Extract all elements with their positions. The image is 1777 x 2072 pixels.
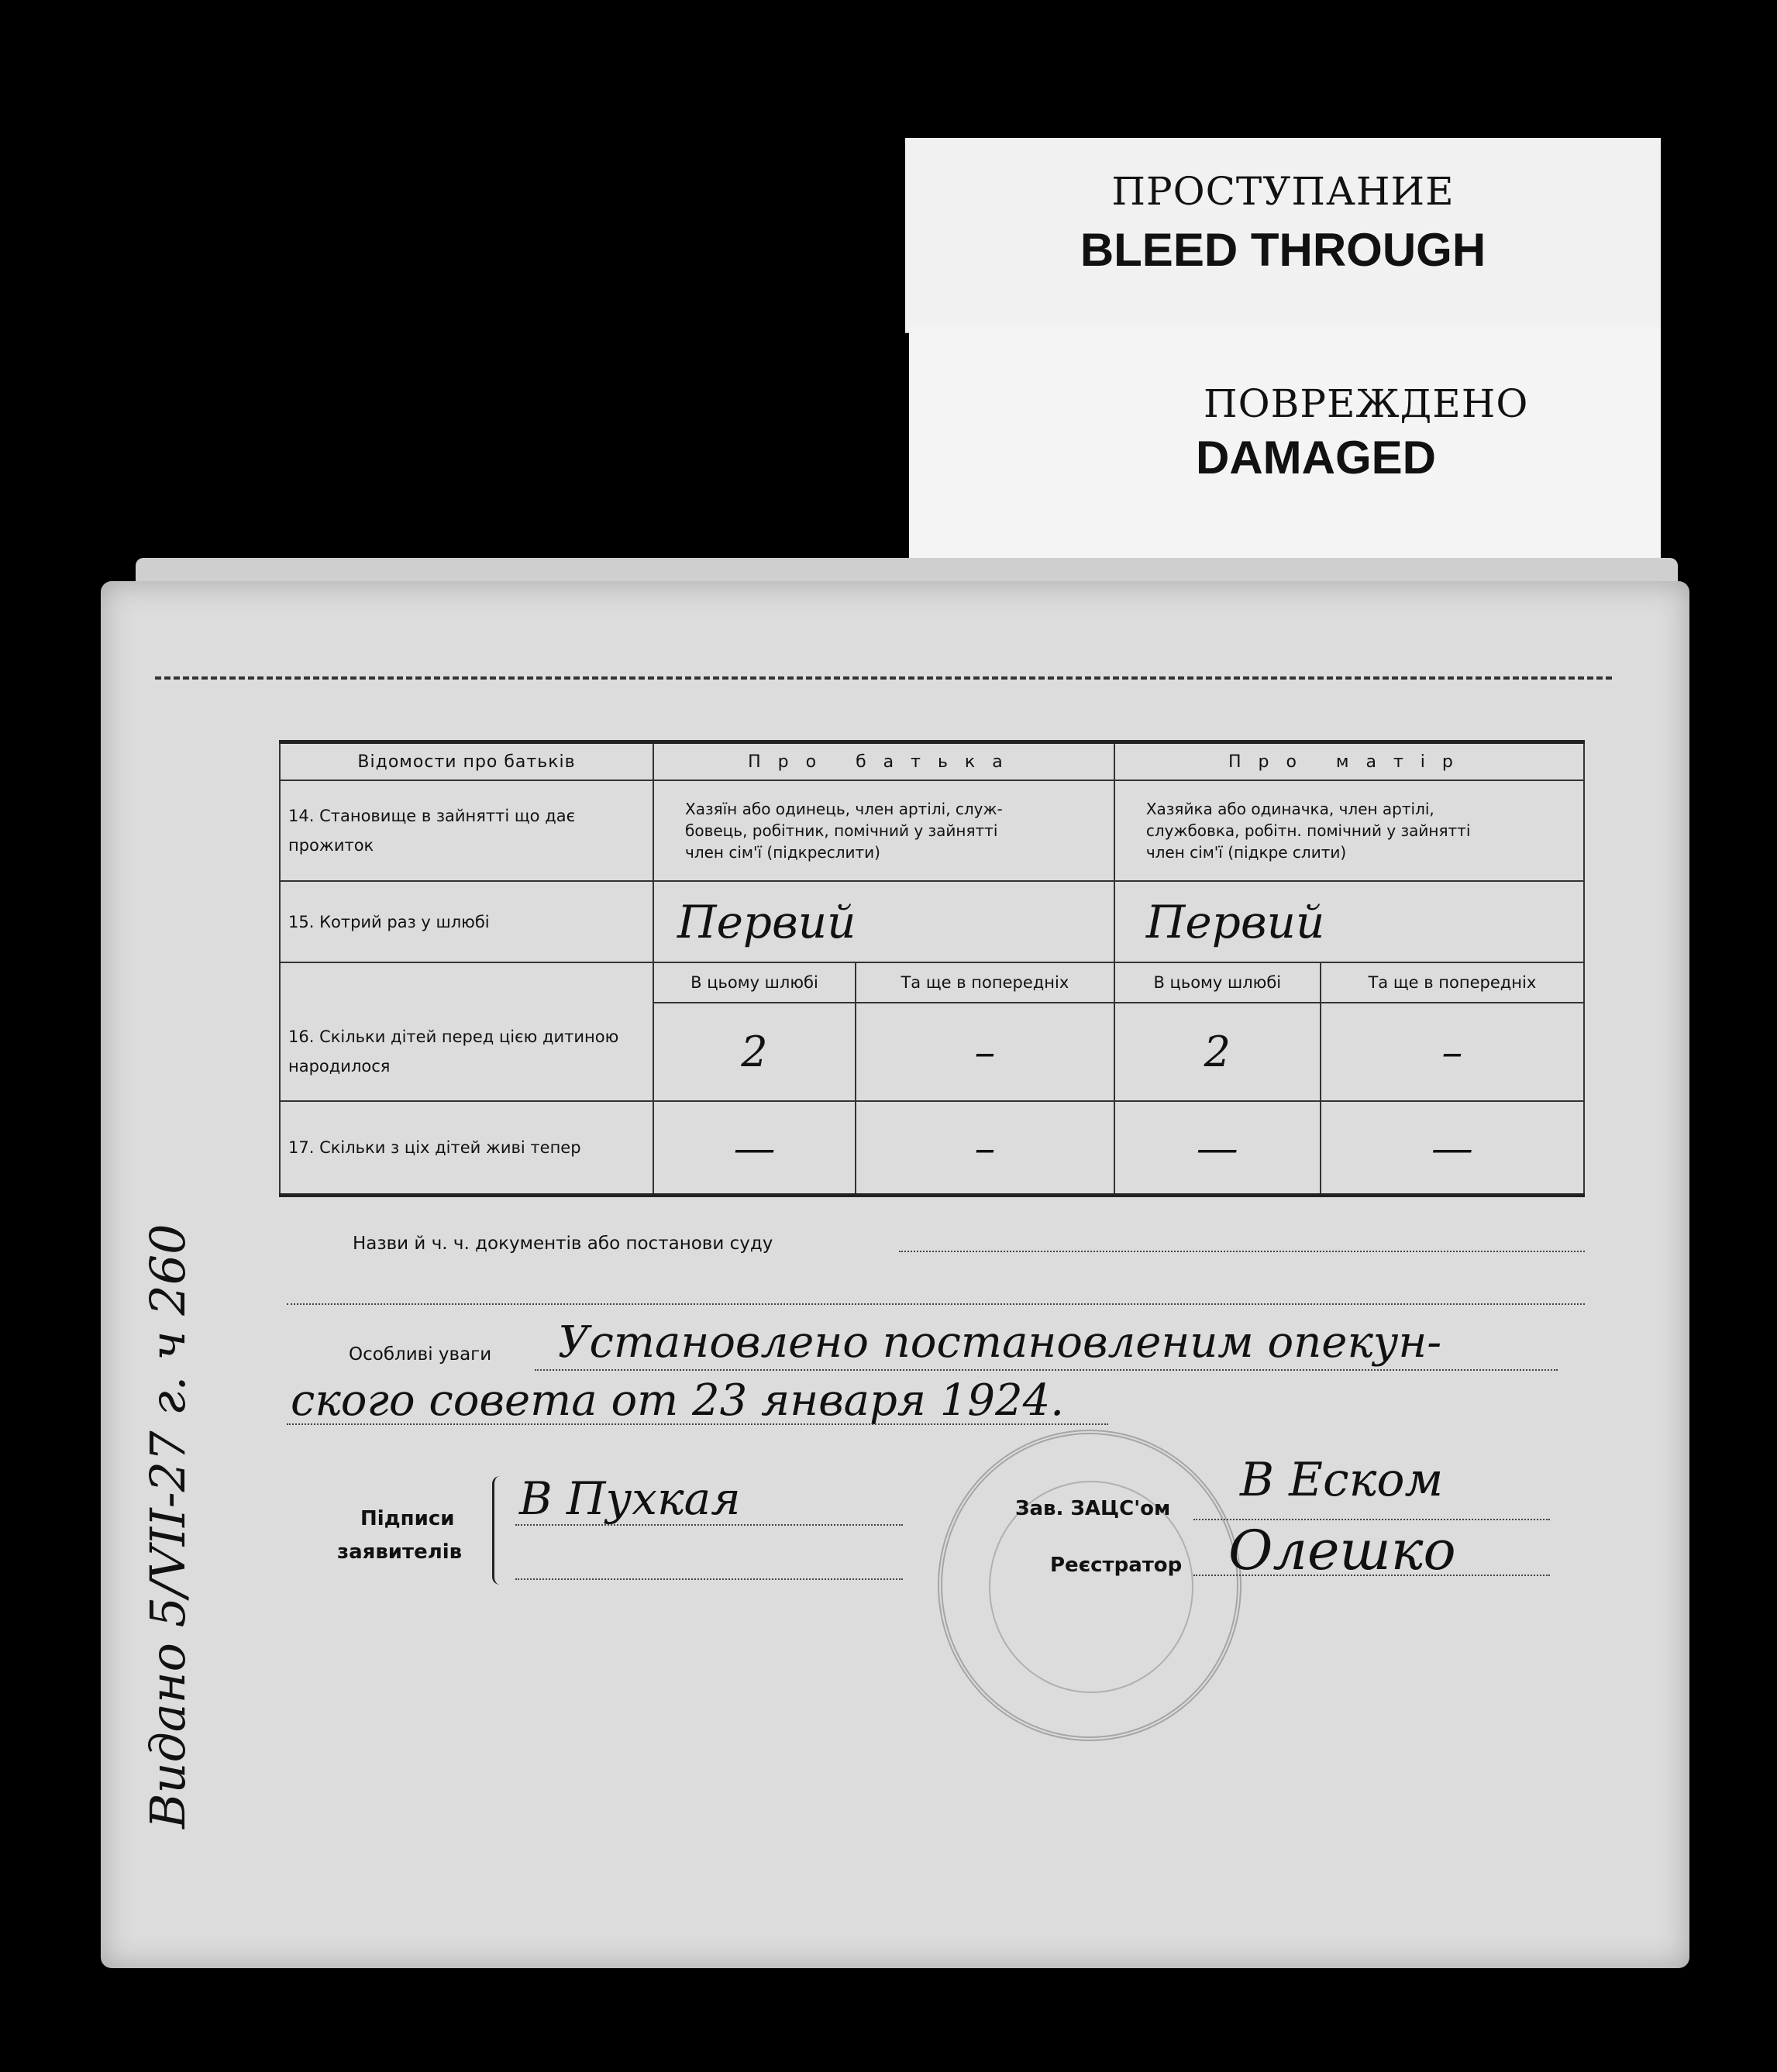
documents-line-2 [287,1302,1585,1305]
parents-info-table [279,740,1585,1197]
row14-label: 14. Становище в зайнятті що дає прожиток [280,780,653,881]
bleed-through-en: BLEED THROUGH [1080,224,1486,276]
notes-line-1 [535,1368,1558,1371]
row14-mother-line-b: службовка, робітн. помічний у зайнятті [1145,821,1471,840]
damaged-en: DAMAGED [1196,432,1436,484]
subheader-mother-this: В цьому шлюбі [1114,962,1321,1003]
row16-father-prev: – [856,1003,1114,1101]
subheader-father-this: В цьому шлюбі [653,962,856,1003]
registrar-label: Реєстратор [1050,1554,1183,1577]
official-stamp [938,1430,1241,1741]
damaged-card [909,327,1661,575]
header-father: Про батька [653,742,1114,781]
row-subheader [280,962,1584,1003]
subheader-empty [280,962,653,1003]
row14-father-line-c: член сім'ї (підкреслити) [685,843,880,862]
signatures-label-b: заявителів [337,1540,463,1564]
header-parents: Відомости про батьків [280,742,653,781]
subheader-mother-prev: Та ще в попередніх [1321,962,1584,1003]
row16-label: 16. Скільки дітей перед цією дитиною народилося [280,1003,653,1101]
row14-mother-line-c: член сім'ї (підкре слити) [1145,843,1347,862]
documents-line-1 [899,1249,1585,1252]
row17-father-prev: – [856,1101,1114,1196]
row14-father [653,780,1114,881]
perforation-line [155,676,1612,680]
documents-label: Назви й ч. ч. документів або постанови суду [353,1234,773,1254]
registrar-signature: Олешко [1228,1519,1456,1582]
applicant-signature: В Пухкая [519,1472,741,1525]
signatures-brace [492,1476,507,1585]
side-handwritten-note: Видано 5/VII-27 г. ч 260 [139,1224,196,1829]
notes-handwritten-line-2: ского совета от 23 января 1924. [291,1375,1065,1426]
subheader-father-prev: Та ще в попередніх [856,962,1114,1003]
bleed-through-ru: ПРОСТУПАНИЕ [1111,169,1455,214]
notes-label: Особливі уваги [349,1344,492,1365]
row14-mother-line-a: Хазяйка або одиначка, член артілі, [1145,800,1434,818]
row16-father-this: 2 [653,1003,856,1101]
row17-mother-prev: — [1321,1101,1584,1196]
table-header-row [280,742,1584,781]
applicant-signature-line-2 [515,1577,903,1580]
head-signature: В Еском [1240,1453,1444,1507]
row17-label: 17. Скільки з ціх дітей живі тепер [280,1101,653,1196]
row-14 [280,780,1584,881]
row14-mother [1114,780,1584,881]
row17-mother-this: — [1114,1101,1321,1196]
signatures-label-a: Підписи [360,1507,455,1530]
damaged-ru: ПОВРЕЖДЕНО [1204,381,1529,426]
row-16 [280,1003,1584,1101]
row16-mother-this: 2 [1114,1003,1321,1101]
head-label: Зав. ЗАЦС'ом [1015,1497,1171,1520]
row14-father-line-a: Хазяїн або одинець, член артілі, служ- [685,800,1003,818]
row15-father-value: Первий [653,881,1114,962]
notes-line-2 [287,1422,1108,1425]
row15-mother-value: Первий [1114,881,1584,962]
row15-label: 15. Котрий раз у шлюбі [280,881,653,962]
applicant-signature-line-1 [515,1523,903,1526]
row-17 [280,1101,1584,1196]
row17-father-this: — [653,1101,856,1196]
bleed-through-card [905,138,1661,333]
row14-father-line-b: бовець, робітник, помічний у зайнятті [685,821,998,840]
row16-mother-prev: – [1321,1003,1584,1101]
notes-handwritten-line-1: Установлено постановленим опекун- [558,1317,1442,1368]
header-mother: Про матір [1114,742,1584,781]
row-15 [280,881,1584,962]
